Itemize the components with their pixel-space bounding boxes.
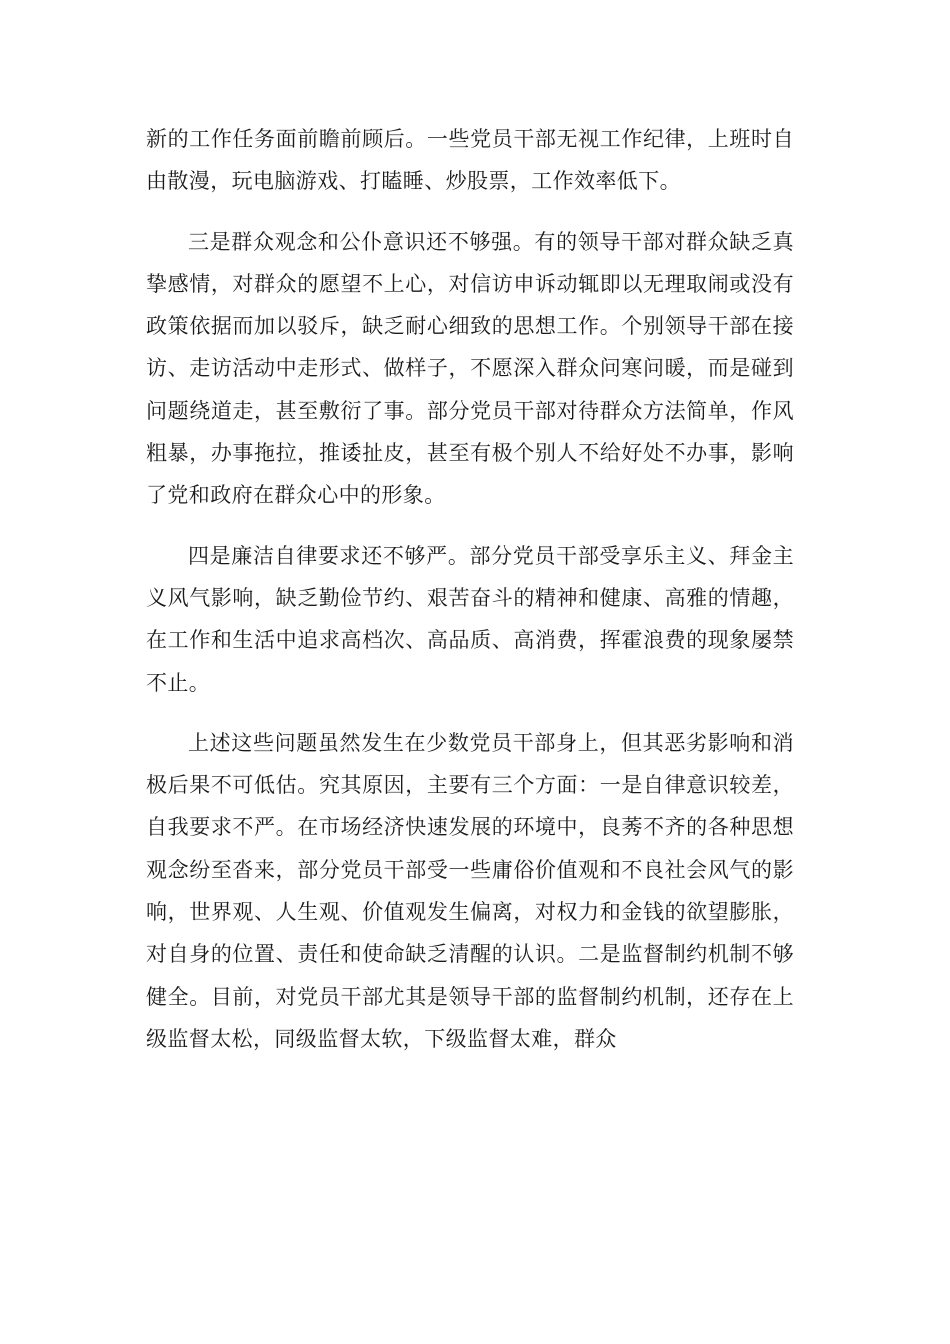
paragraph-continuation: 新的工作任务面前瞻前顾后。一些党员干部无视工作纪律，上班时自由散漫，玩电脑游戏、打瞌睡、炒股票，工作效率低下。 — [146, 127, 794, 194]
document-body — [146, 118, 794, 1078]
paragraph-causes: 上述这些问题虽然发生在少数党员干部身上，但其恶劣影响和消极后果不可低估。究其原因，主要有三个方面：一是自律意识较差，自我要求不严。在市场经济快速发展的环境中，良莠不齐的各种思想观念纷至沓来，部分党员干部受一些庸俗价值观和不良社会风气的影响，世界观、人生观、价值观发生偏离，对权力和金钱的欲望膨胀，对自身的位置、责任和使命缺乏清醒的认识。二是监督制约机制不够健全。目前，对党员干部尤其是领导干部的监督制约机制，还存在上级监督太松，同级监督太软，下级监督太难，群众 — [146, 730, 794, 1051]
paragraph-integrity: 四是廉洁自律要求还不够严。部分党员干部受享乐主义、拜金主义风气影响，缺乏勤俭节约、艰苦奋斗的精神和健康、高雅的情趣，在工作和生活中追求高档次、高品质、高消费，挥霍浪费的现象屡禁不止。 — [146, 543, 794, 695]
paragraph-mass-line: 三是群众观念和公仆意识还不够强。有的领导干部对群众缺乏真挚感情，对群众的愿望不上心，对信访申诉动辄即以无理取闹或没有政策依据而加以驳斥，缺乏耐心细致的思想工作。个别领导干部在接访、走访活动中走形式、做样子，不愿深入群众问寒问暖，而是碰到问题绕道走，甚至敷衍了事。部分党员干部对待群众方法简单，作风粗暴，办事拖拉，推诿扯皮，甚至有极个别人不给好处不办事，影响了党和政府在群众心中的形象。 — [146, 229, 794, 508]
